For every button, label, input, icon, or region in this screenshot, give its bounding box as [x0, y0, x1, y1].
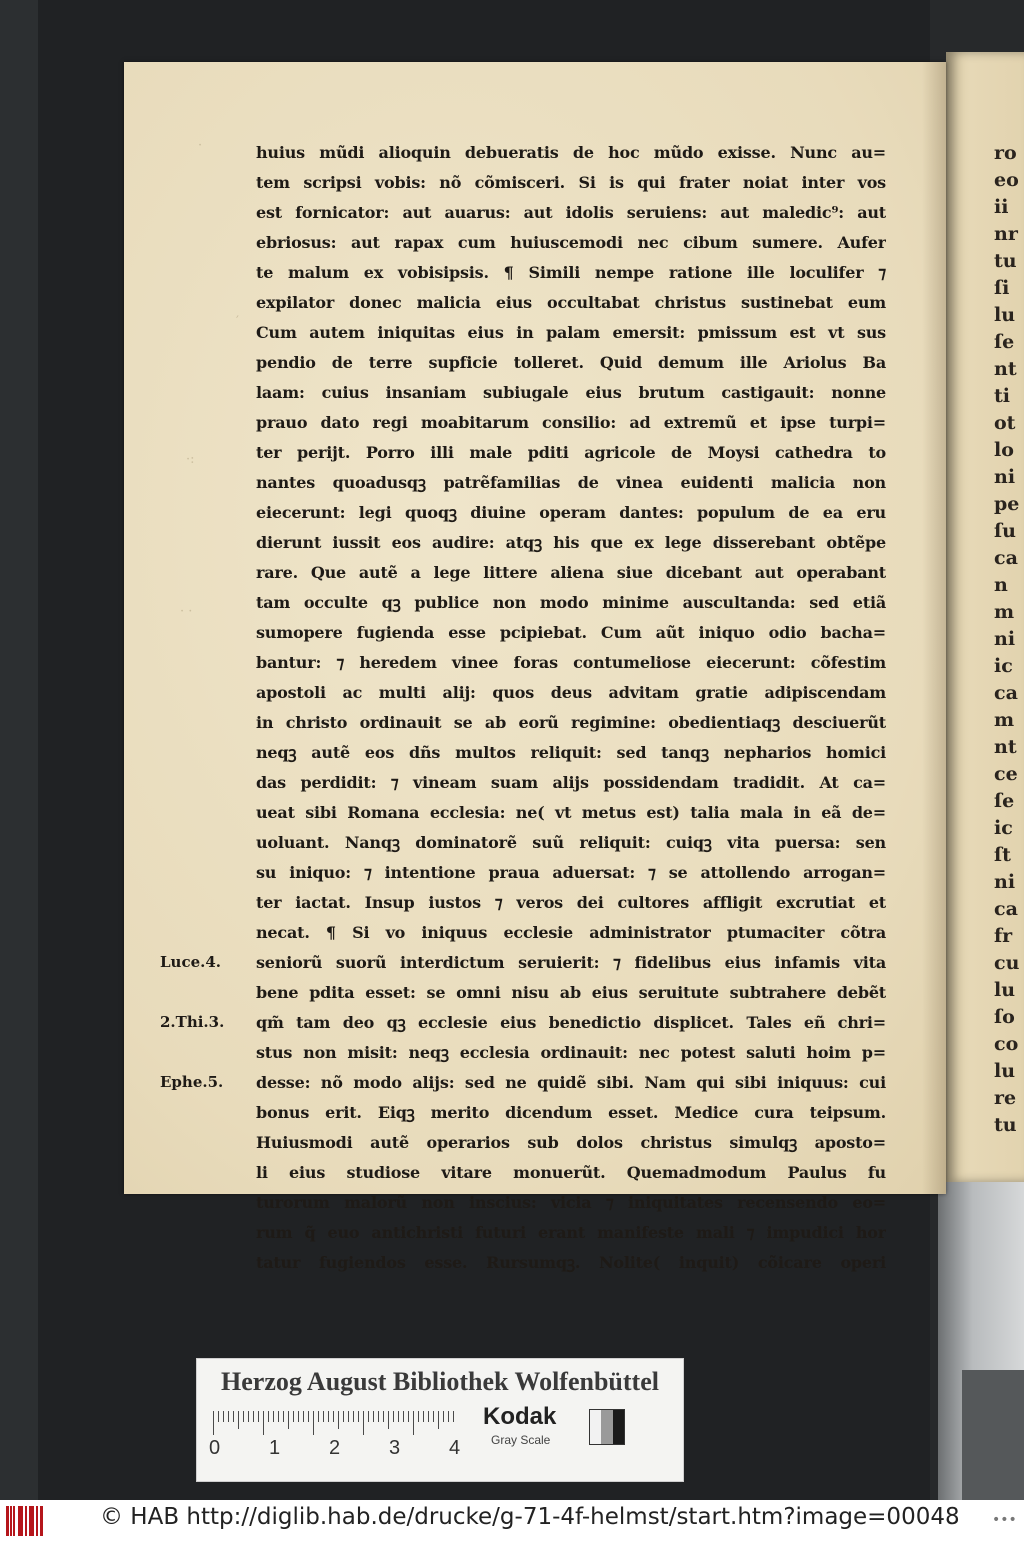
ruler-tick [358, 1411, 359, 1422]
facing-text-fragment: tu [994, 1114, 1017, 1136]
ruler-tick [328, 1411, 329, 1422]
kodak-logo: Kodak [483, 1403, 557, 1430]
facing-text-fragment: ſu [994, 520, 1016, 542]
facing-text-fragment: eo [994, 169, 1019, 191]
ruler-tick [288, 1411, 289, 1429]
text-line: prauo dato regi moabitarum consilio: ad extremũ et ipse turpi= [256, 413, 886, 432]
text-line: sumopere fugienda esse pcipiebat. Cum aũt iniquo odio bacha= [256, 623, 886, 642]
ruler-tick [443, 1411, 444, 1422]
facing-text-fragment: nr [994, 223, 1018, 245]
text-line: nantes quoadusqꝫ patrẽfamilias de vinea euidenti malicia non [256, 473, 886, 492]
text-line: huius mũdi alioquin debueratis de hoc mũdo exisse. Nunc au= [256, 143, 886, 162]
text-line: bene pdita esset: se omni nisu ab eius seruitute subtrahere debẽt [256, 983, 886, 1002]
ruler-tick [263, 1411, 264, 1435]
text-line: ebriosus: aut rapax cum huiuscemodi nec cibum sumere. Aufer [256, 233, 886, 252]
ruler-tick [273, 1411, 274, 1422]
ruler-number: 1 [269, 1437, 281, 1459]
ruler-tick [353, 1411, 354, 1422]
text-line: te malum ex vobisipsis. ¶ Simili nempe ratione ille loculifer ⁊ [256, 263, 886, 282]
ruler-tick [348, 1411, 349, 1422]
facing-text-fragment: ſt [994, 844, 1011, 866]
ruler-tick [343, 1411, 344, 1422]
ruler-tick [373, 1411, 374, 1422]
text-line: su iniquo: ⁊ intentione praua aduersat: ⁊ se attollendo arrogan= [256, 863, 886, 882]
ruler-tick [403, 1411, 404, 1422]
facing-text-fragment: ni [994, 628, 1016, 650]
ruler-tick [213, 1411, 214, 1435]
ruler-tick [298, 1411, 299, 1422]
ruler-tick [413, 1411, 414, 1435]
ruler-tick [338, 1411, 339, 1429]
facing-page-text [994, 140, 1024, 1139]
facing-text-fragment: nt [994, 358, 1017, 380]
show-through-mark: · [198, 138, 203, 153]
ruler-number: 3 [389, 1437, 401, 1459]
ruler-number: 2 [329, 1437, 341, 1459]
ruler-tick [248, 1411, 249, 1422]
text-line: das perdidit: ⁊ vineam suam alijs possidendam tradidit. At ca= [256, 773, 886, 792]
ruler-tick [278, 1411, 279, 1422]
gray-scale-label: Gray Scale [491, 1433, 551, 1447]
text-line: dierunt iussit eos audire: atqꝫ his que ex lege disserebant obtẽpe [256, 533, 886, 552]
facing-text-fragment: ſo [994, 1006, 1015, 1028]
show-through-mark: ′ [236, 314, 239, 329]
text-line: est fornicator: aut auarus: aut idolis seruiens: aut maledic⁹: aut [256, 203, 886, 222]
ruler-tick [418, 1411, 419, 1422]
facing-text-fragment: lu [994, 304, 1016, 326]
ruler-tick [313, 1411, 314, 1435]
text-line: tam occulte qꝫ publice non modo minime auscultanda: sed etiã [256, 593, 886, 612]
facing-text-fragment: ſi [994, 277, 1010, 299]
ruler-tick [428, 1411, 429, 1422]
facing-text-fragment: ro [994, 142, 1017, 164]
text-line: qm̃ tam deo qꝫ ecclesie eius benedictio displicet. Tales eñ chri= [256, 1013, 886, 1032]
ruler-tick [368, 1411, 369, 1422]
text-line: in christo ordinauit se ab eorũ regimine: obedientiaqꝫ desciuerũt [256, 713, 886, 732]
logo-bar [10, 1506, 12, 1536]
text-line: tatur fugiendos esse. Rursumqꝫ. Nolite( inquit) cõicare operi [256, 1253, 886, 1272]
ruler-tick [363, 1411, 364, 1435]
text-line: stus non misit: neqꝫ ecclesia ordinauit: nec potest saluti hoim p= [256, 1043, 886, 1062]
text-line: pendio de terre supficie tolleret. Quid demum ille Ariolus Ba [256, 353, 886, 372]
ruler-scale [213, 1411, 459, 1435]
ruler-tick [308, 1411, 309, 1422]
dark-strip [962, 1370, 1024, 1500]
facing-text-fragment: pe [994, 493, 1020, 515]
text-line: ueat sibi Romana ecclesia: ne( vt metus est) talia mala in eã de= [256, 803, 886, 822]
text-line: bonus erit. Eiqꝫ merito dicendum esset. Medice cura teipsum. [256, 1103, 886, 1122]
text-line: bantur: ⁊ heredem vinee foras contumeliose eiecerunt: cõfestim [256, 653, 886, 672]
facing-text-fragment: co [994, 1033, 1019, 1055]
ruler-tick [258, 1411, 259, 1422]
text-line: laam: cuius insaniam subiugale eius brutum castigauit: nonne [256, 383, 886, 402]
show-through-mark: ·: [186, 452, 195, 467]
text-line: seniorũ suorũ interdictum seruierit: ⁊ fidelibus eius infamis vita [256, 953, 886, 972]
facing-text-fragment: ſe [994, 790, 1015, 812]
ruler-tick [383, 1411, 384, 1422]
ruler-tick [218, 1411, 219, 1422]
facing-text-fragment: ic [994, 817, 1013, 839]
margin-note: Ephe.5. [160, 1073, 224, 1091]
text-line: rare. Que autẽ a lege littere aliena siue dicebant aut operabant [256, 563, 886, 582]
ruler-tick [378, 1411, 379, 1422]
ruler-tick [423, 1411, 424, 1422]
facing-text-fragment: ic [994, 655, 1013, 677]
facing-text-fragment: lu [994, 979, 1016, 1001]
facing-text-fragment: cu [994, 952, 1020, 974]
ruler-tick [228, 1411, 229, 1422]
margin-note: 2.Thi.3. [160, 1013, 225, 1031]
facing-text-fragment: ca [994, 682, 1018, 704]
facing-text-fragment: n [994, 574, 1008, 596]
ruler-tick [223, 1411, 224, 1422]
facing-text-fragment: ni [994, 466, 1016, 488]
ruler-tick [388, 1411, 389, 1429]
show-through-mark: · · [180, 604, 193, 619]
ruler-tick [323, 1411, 324, 1422]
facing-text-fragment: lu [994, 1060, 1016, 1082]
facing-text-fragment: m [994, 709, 1015, 731]
facing-text-fragment: ti [994, 385, 1010, 407]
facing-text-fragment: nt [994, 736, 1017, 758]
ruler-tick [243, 1411, 244, 1422]
more-icon[interactable]: ••• [992, 1512, 1017, 1528]
logo-bar [25, 1506, 27, 1536]
book-page [124, 62, 946, 1272]
text-line: necat. ¶ Si vo iniquus ecclesie administrator ptumaciter cõtra [256, 923, 886, 942]
facing-text-fragment: ce [994, 763, 1018, 785]
facing-text-fragment: fr [994, 925, 1013, 947]
ruler-tick [233, 1411, 234, 1422]
text-line: Cum autem iniquitas eius in palam emersit: pmissum est vt sus [256, 323, 886, 342]
ruler-tick [448, 1411, 449, 1422]
logo-bar [36, 1506, 38, 1536]
ruler-tick [438, 1411, 439, 1429]
facing-page [946, 52, 1024, 1182]
ruler-tick [318, 1411, 319, 1422]
text-line: apostoli ac multi alij: quos deus advitam gratie adipiscendam [256, 683, 886, 702]
text-line: uoluant. Nanqꝫ dominatorẽ suũ reliquit: cuiqꝫ vita puersa: sen [256, 833, 886, 852]
text-line: rum q̃ euo antichristi futuri erant manifeste mali ⁊ impudici hor [256, 1223, 886, 1242]
text-line: turorum malorũ non inscius: vicia ⁊ iniquitates recensendo eo= [256, 1193, 886, 1212]
logo-bar [13, 1506, 15, 1536]
ruler-number: 0 [209, 1437, 221, 1459]
body-text [256, 138, 886, 1278]
logo-bar [40, 1506, 43, 1536]
text-line: desse: nõ modo alijs: sed ne quidẽ sibi. Nam qui sibi iniquus: cui [256, 1073, 886, 1092]
left-board [0, 0, 38, 1500]
text-line: li eius studiose vitare monuerũt. Quemadmodum Paulus fu [256, 1163, 886, 1182]
logo-bar [6, 1506, 9, 1536]
institution-name: Herzog August Bibliothek Wolfenbüttel [221, 1367, 659, 1396]
ruler-tick [238, 1411, 239, 1429]
facing-text-fragment: ot [994, 412, 1016, 434]
facing-text-fragment: tu [994, 250, 1017, 272]
facing-text-fragment: ca [994, 547, 1018, 569]
ruler-number: 4 [449, 1437, 461, 1459]
gutter-shadow [922, 62, 946, 1194]
facing-text-fragment: ii [994, 196, 1009, 218]
facing-text-fragment: ca [994, 898, 1018, 920]
text-line: ter perijt. Porro illi male pditi agricole de Moysi cathedra to [256, 443, 886, 462]
ruler-tick [268, 1411, 269, 1422]
facing-text-fragment: ni [994, 871, 1016, 893]
gray-swatch [589, 1409, 625, 1445]
ruler-tick [253, 1411, 254, 1422]
margin-note: Luce.4. [160, 953, 222, 971]
text-line: neqꝫ autẽ eos dñs multos reliquit: sed tanqꝫ nepharios homici [256, 743, 886, 762]
logo-bar [21, 1506, 23, 1536]
ruler-tick [293, 1411, 294, 1422]
facing-text-fragment: re [994, 1087, 1017, 1109]
facing-text-fragment: m [994, 601, 1015, 623]
logo-bar [32, 1506, 34, 1536]
ruler-tick [433, 1411, 434, 1422]
text-line: eiecerunt: legi quoqꝫ diuine operam dantes: populum de ea eru [256, 503, 886, 522]
source-caption[interactable]: © HAB http://diglib.hab.de/drucke/g-71-4f-helmst/start.htm?image=00048 [100, 1504, 960, 1530]
ruler-tick [333, 1411, 334, 1422]
ruler-tick [453, 1411, 454, 1422]
text-line: Huiusmodi autẽ operarios sub dolos christus simulqꝫ aposto= [256, 1133, 886, 1152]
facing-text-fragment: lo [994, 439, 1014, 461]
hab-logo-icon [6, 1506, 46, 1536]
footer-bar [0, 1500, 1024, 1542]
color-target-card [196, 1358, 684, 1482]
ruler-tick [393, 1411, 394, 1422]
ruler-tick [408, 1411, 409, 1422]
text-line: ter iactat. Insup iustos ⁊ veros dei cultores affligit excrutiat et [256, 893, 886, 912]
ruler-tick [398, 1411, 399, 1422]
text-line: expilator donec malicia eius occultabat christus sustinebat eum [256, 293, 886, 312]
facing-text-fragment: ſe [994, 331, 1015, 353]
ruler-tick [283, 1411, 284, 1422]
ruler-tick [303, 1411, 304, 1422]
text-line: tem scripsi vobis: nõ cõmisceri. Si is qui frater noiat inter vos [256, 173, 886, 192]
